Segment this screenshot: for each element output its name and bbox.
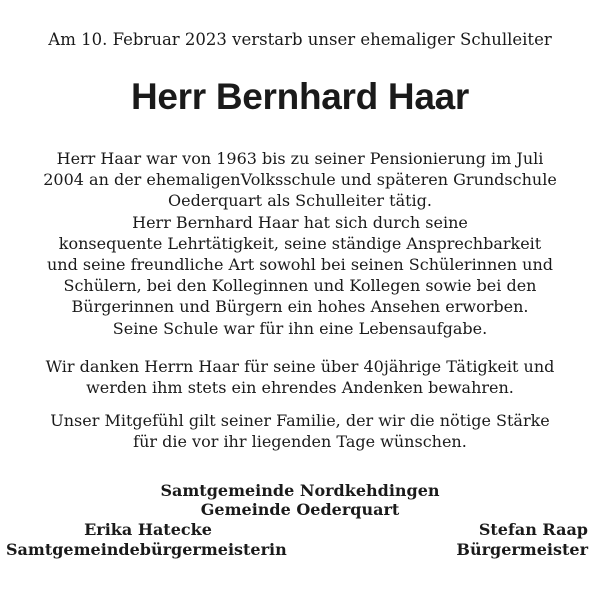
signer-left-name: Erika Hatecke [84, 520, 212, 539]
intro-line: Am 10. Februar 2023 verstarb unser ehemaliger Schulleiter [48, 30, 552, 49]
signer-right-name: Stefan Raap [478, 520, 588, 539]
signer-left-title: Samtgemeindebürgermeisterin [6, 540, 287, 559]
text-line: werden ihm stets ein ehrendes Andenken bewahren. [86, 378, 514, 398]
text-line: und seine freundliche Art sowohl bei seinen Schülerinnen und [46, 255, 553, 275]
signature-organization-2: Gemeinde Oederquart [200, 500, 400, 519]
text-line: Bürgerinnen und Bürgern ein hohes Ansehen erworben. [71, 297, 529, 317]
text-line: Wir danken Herrn Haar für seine über 40jährige Tätigkeit und [45, 357, 555, 376]
text-line: für die vor ihr liegenden Tage wünschen. [133, 432, 467, 452]
signature-organization-1: Samtgemeinde Nordkehdingen [160, 481, 440, 500]
text-line: Schülern, bei den Kolleginnen und Kollegen sowie bei den [63, 276, 537, 296]
paragraph-biography [0, 148, 600, 339]
text-line: Unser Mitgefühl gilt seiner Familie, der wir die nötige Stärke [50, 411, 550, 430]
deceased-name: Herr Bernhard Haar [130, 76, 469, 117]
paragraph-thanks [0, 356, 600, 398]
text-line: Herr Haar war von 1963 bis zu seiner Pensionierung im Juli [56, 149, 544, 168]
text-line: Herr Bernhard Haar hat sich durch seine [132, 212, 468, 232]
signer-right-title: Bürgermeister [456, 540, 588, 559]
paragraph-condolence [0, 410, 600, 452]
text-line: 2004 an der ehemaligenVolksschule und späteren Grundschule [43, 170, 557, 190]
text-line: konsequente Lehrtätigkeit, seine ständige Ansprechbarkeit [58, 233, 542, 253]
text-line: Oederquart als Schulleiter tätig. [168, 191, 432, 211]
text-line: Seine Schule war für ihn eine Lebensaufgabe. [112, 318, 488, 338]
